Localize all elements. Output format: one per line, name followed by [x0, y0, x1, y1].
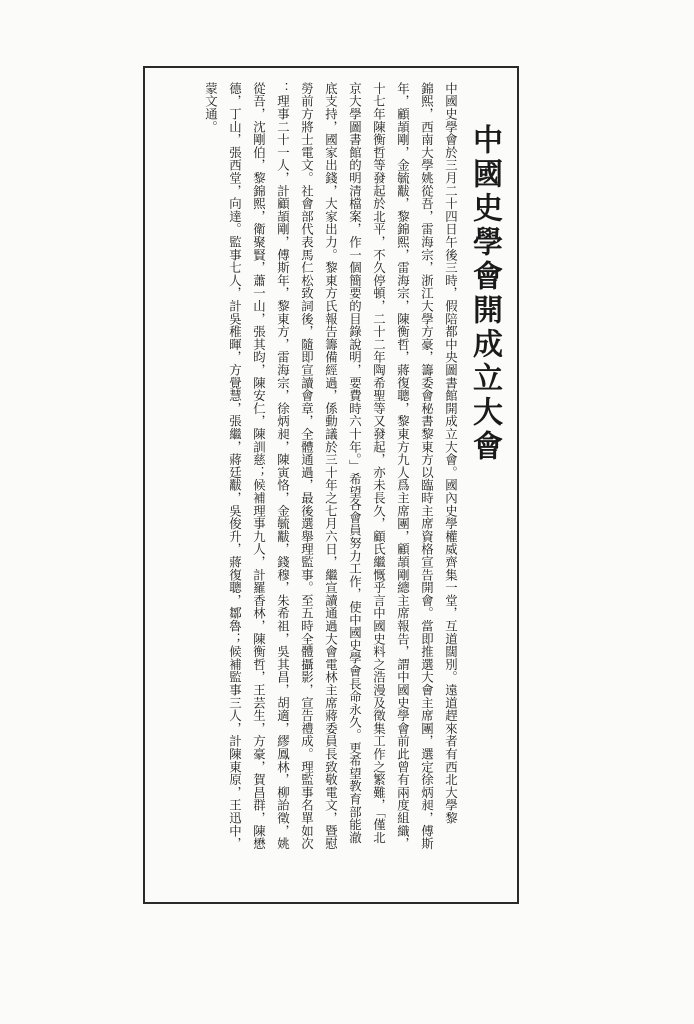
text-column-5: 京大學圖書館的明清檔案，作一個簡要的目錄說明，要費時六十年。」希望各會員努力工作，使中國史學會長命永久。更希望教育部能澈 — [347, 82, 363, 844]
text-column-3: 年，顧頡剛，金毓黻，黎錦熙，雷海宗，陳衡哲，蔣復聰，黎東方九人爲主席團，顧頡剛總主席報告，謂中國史學會前此曾有兩度組織， — [395, 82, 411, 850]
text-column-1: 中國史學會於三月二十四日午後三時，假陪都中央圖書館開成立大會。國內史學權威齊集一堂，互道闊別。遠道趕來者有西北大學黎 — [443, 82, 459, 825]
article-title: 中國史學會開成立大會 — [467, 124, 502, 464]
text-column-7: 勞前方將士電文。社會部代表馬仁松致詞後，隨即宣讀會章，全體通過，最後選舉理監事。至五時全體攝影，宣告禮成。理監事名單如次 — [299, 82, 315, 850]
text-column-11: 蒙文通。 — [203, 82, 219, 134]
text-column-10: 德，丁山，張西堂，向達。監事七人，計吳稚暉，方覺慧，張繼，蔣廷黻，吳俊升，蔣復聰，鄒魯；候補監事三人，計陳東原，王迅中， — [227, 82, 243, 850]
text-column-4: 十七年陳衡哲等發起於北平，不久停頓，二十二年陶希聖等又發起，亦未長久，顧氏繼慨乎言中國史料之浩漫及徵集工作之繁難，「僅北 — [371, 82, 387, 844]
text-column-8: ：理事二十一人，計顧頡剛，傅斯年，黎東方，雷海宗，徐炳昶，陳寅恪，金毓黻，錢穆，朱希祖，吳其昌，胡適，繆鳳林，柳詒徵，姚 — [275, 82, 291, 850]
text-column-9: 從吾，沈剛伯，黎錦熙，衛聚賢，蕭一山，張其昀，陳安仁，陳訓慈；候補理事九人，計羅香林，陳衡哲，王芸生，方豪，賀昌群，陳懋 — [251, 82, 267, 850]
text-column-6: 底支持，國家出錢，大家出力。黎東方氏報告籌備經過，係動議於三十年之七月六日，繼宣讀通過大會電林主席蔣委員長致敬電文，暨慰 — [323, 82, 339, 850]
text-column-2: 錦熙，西南大學姚從吾，雷海宗，浙江大學方豪，籌委會秘書黎東方以臨時主席資格宣告開會。當即推選大會主席團，選定徐炳昶，傅斯 — [419, 82, 435, 850]
